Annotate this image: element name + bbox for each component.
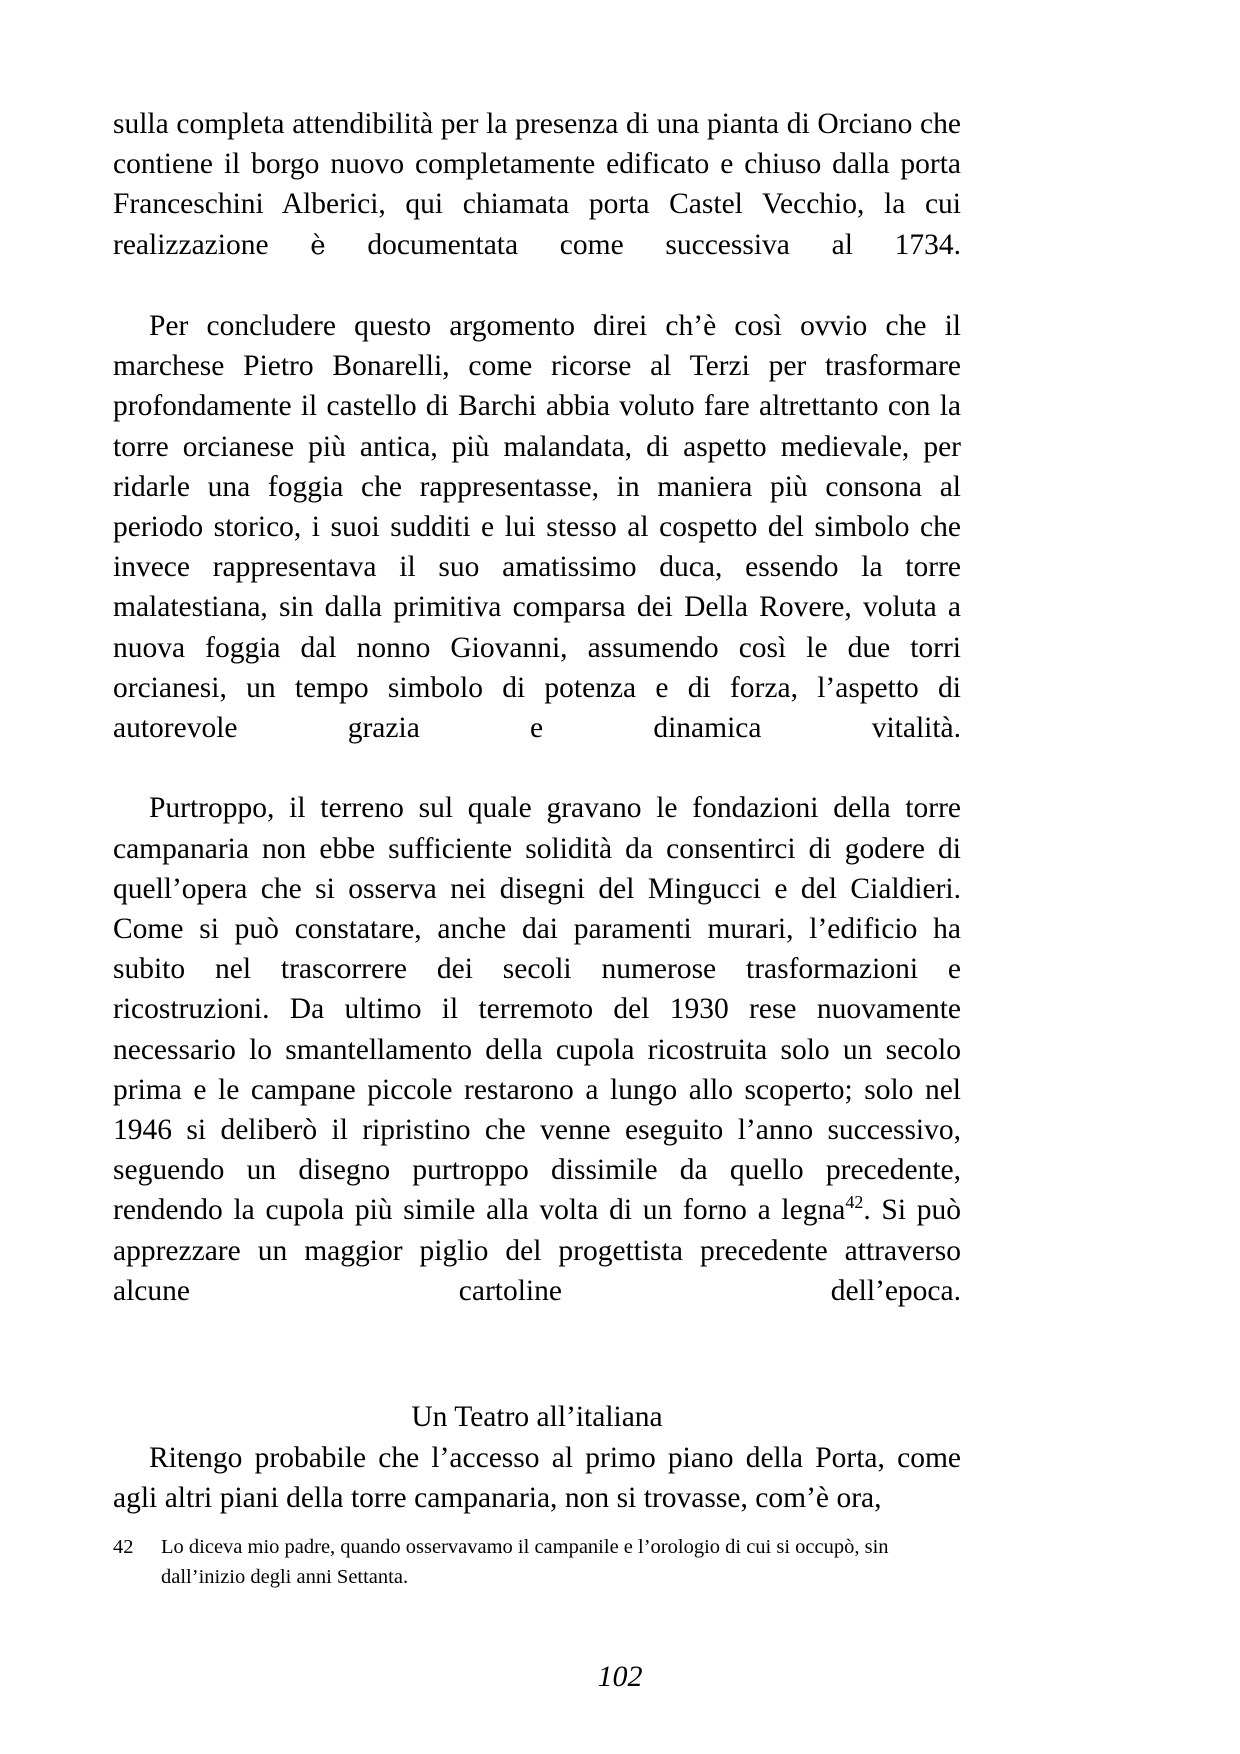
page-number: 102 [597, 1660, 643, 1693]
section-heading: Un Teatro all’italiana [411, 1401, 663, 1434]
footnote-42-text: Lo diceva mio padre, quando osservavamo il campanile e l’orologio di cui si occupò, sin dall’inizio degli anni Settanta. [161, 1536, 889, 1588]
heading-spacer [113, 1351, 961, 1397]
paragraph-2 [113, 306, 961, 788]
paragraph-4 [113, 1438, 961, 1518]
paragraph-1 [113, 104, 961, 306]
paragraph-2-text: Per concludere questo argomento direi ch’è così ovvio che il marchese Pietro Bonarelli, come ricorse al Terzi per trasformare profondamente il castello di Barchi abbia voluto fare altrettanto con la torre orcianese più antica, più malandata, di aspetto medievale, per ridarle una foggia che rappresentasse, in maniera più consona al periodo storico, i suoi sudditi e lui stesso al cospetto del simbolo che invece rappresentava il suo amatissimo duca, essendo la torre malatestiana, sin dalla primitiva comparsa dei Della Rovere, voluta a nuova foggia dal nonno Giovanni, assumendo così le due torri orcianesi, un tempo simbolo di potenza e di forza, l’aspetto di autorevole grazia e dinamica vitalità. [113, 310, 961, 745]
paragraph-1-text-after-alt: documentata come successiva al 1734. [325, 228, 961, 261]
footnote-area [113, 1532, 961, 1592]
paragraph-3-text-after-ref: . Si può apprezzare un maggior piglio del progettista precedente attraverso alcune cartoline dell’epoca. [113, 1194, 961, 1307]
paragraph-4-text: Ritengo probabile che l’accesso al primo piano della Porta, come agli altri piani della torre campanaria, non si trovasse, com’è ora, [113, 1441, 961, 1514]
paragraph-1-alt-glyph: è [310, 230, 326, 261]
text-column [113, 104, 961, 1518]
footnote-42 [113, 1532, 961, 1592]
paragraph-3 [113, 788, 961, 1351]
footnote-reference-42[interactable]: 42 [845, 1192, 864, 1213]
footnote-42-number: 42 [113, 1536, 134, 1558]
paragraph-1-text-before-alt: sulla completa attendibilità per la presenza di una pianta di Orciano che contiene il borgo nuovo completamente edificato e chiuso dalla porta Franceschini Alberici, qui chiamata porta Castel Vecchio, la cui realizzazione [113, 108, 961, 261]
paragraph-3-text-before-ref: Purtroppo, il terreno sul quale gravano le fondazioni della torre campanaria non ebbe sufficiente solidità da consentirci di godere di quell’opera che si osserva nei disegni del Mingucci e del Cialdieri. Come si può constatare, anche dai paramenti murari, l’edificio ha subito nel trascorrere dei secoli numerose trasformazioni e ricostruzioni. Da ultimo il terremoto del 1930 rese nuovamente necessario lo smantellamento della cupola ricostruita solo un secolo prima e le campane piccole restarono a lungo allo scoperto; solo nel 1946 si deliberò il ripristino che venne eseguito l’anno successivo, seguendo un disegno purtroppo dissimile da quello precedente, rendendo la cupola più simile alla volta di un forno a legna [113, 792, 961, 1227]
